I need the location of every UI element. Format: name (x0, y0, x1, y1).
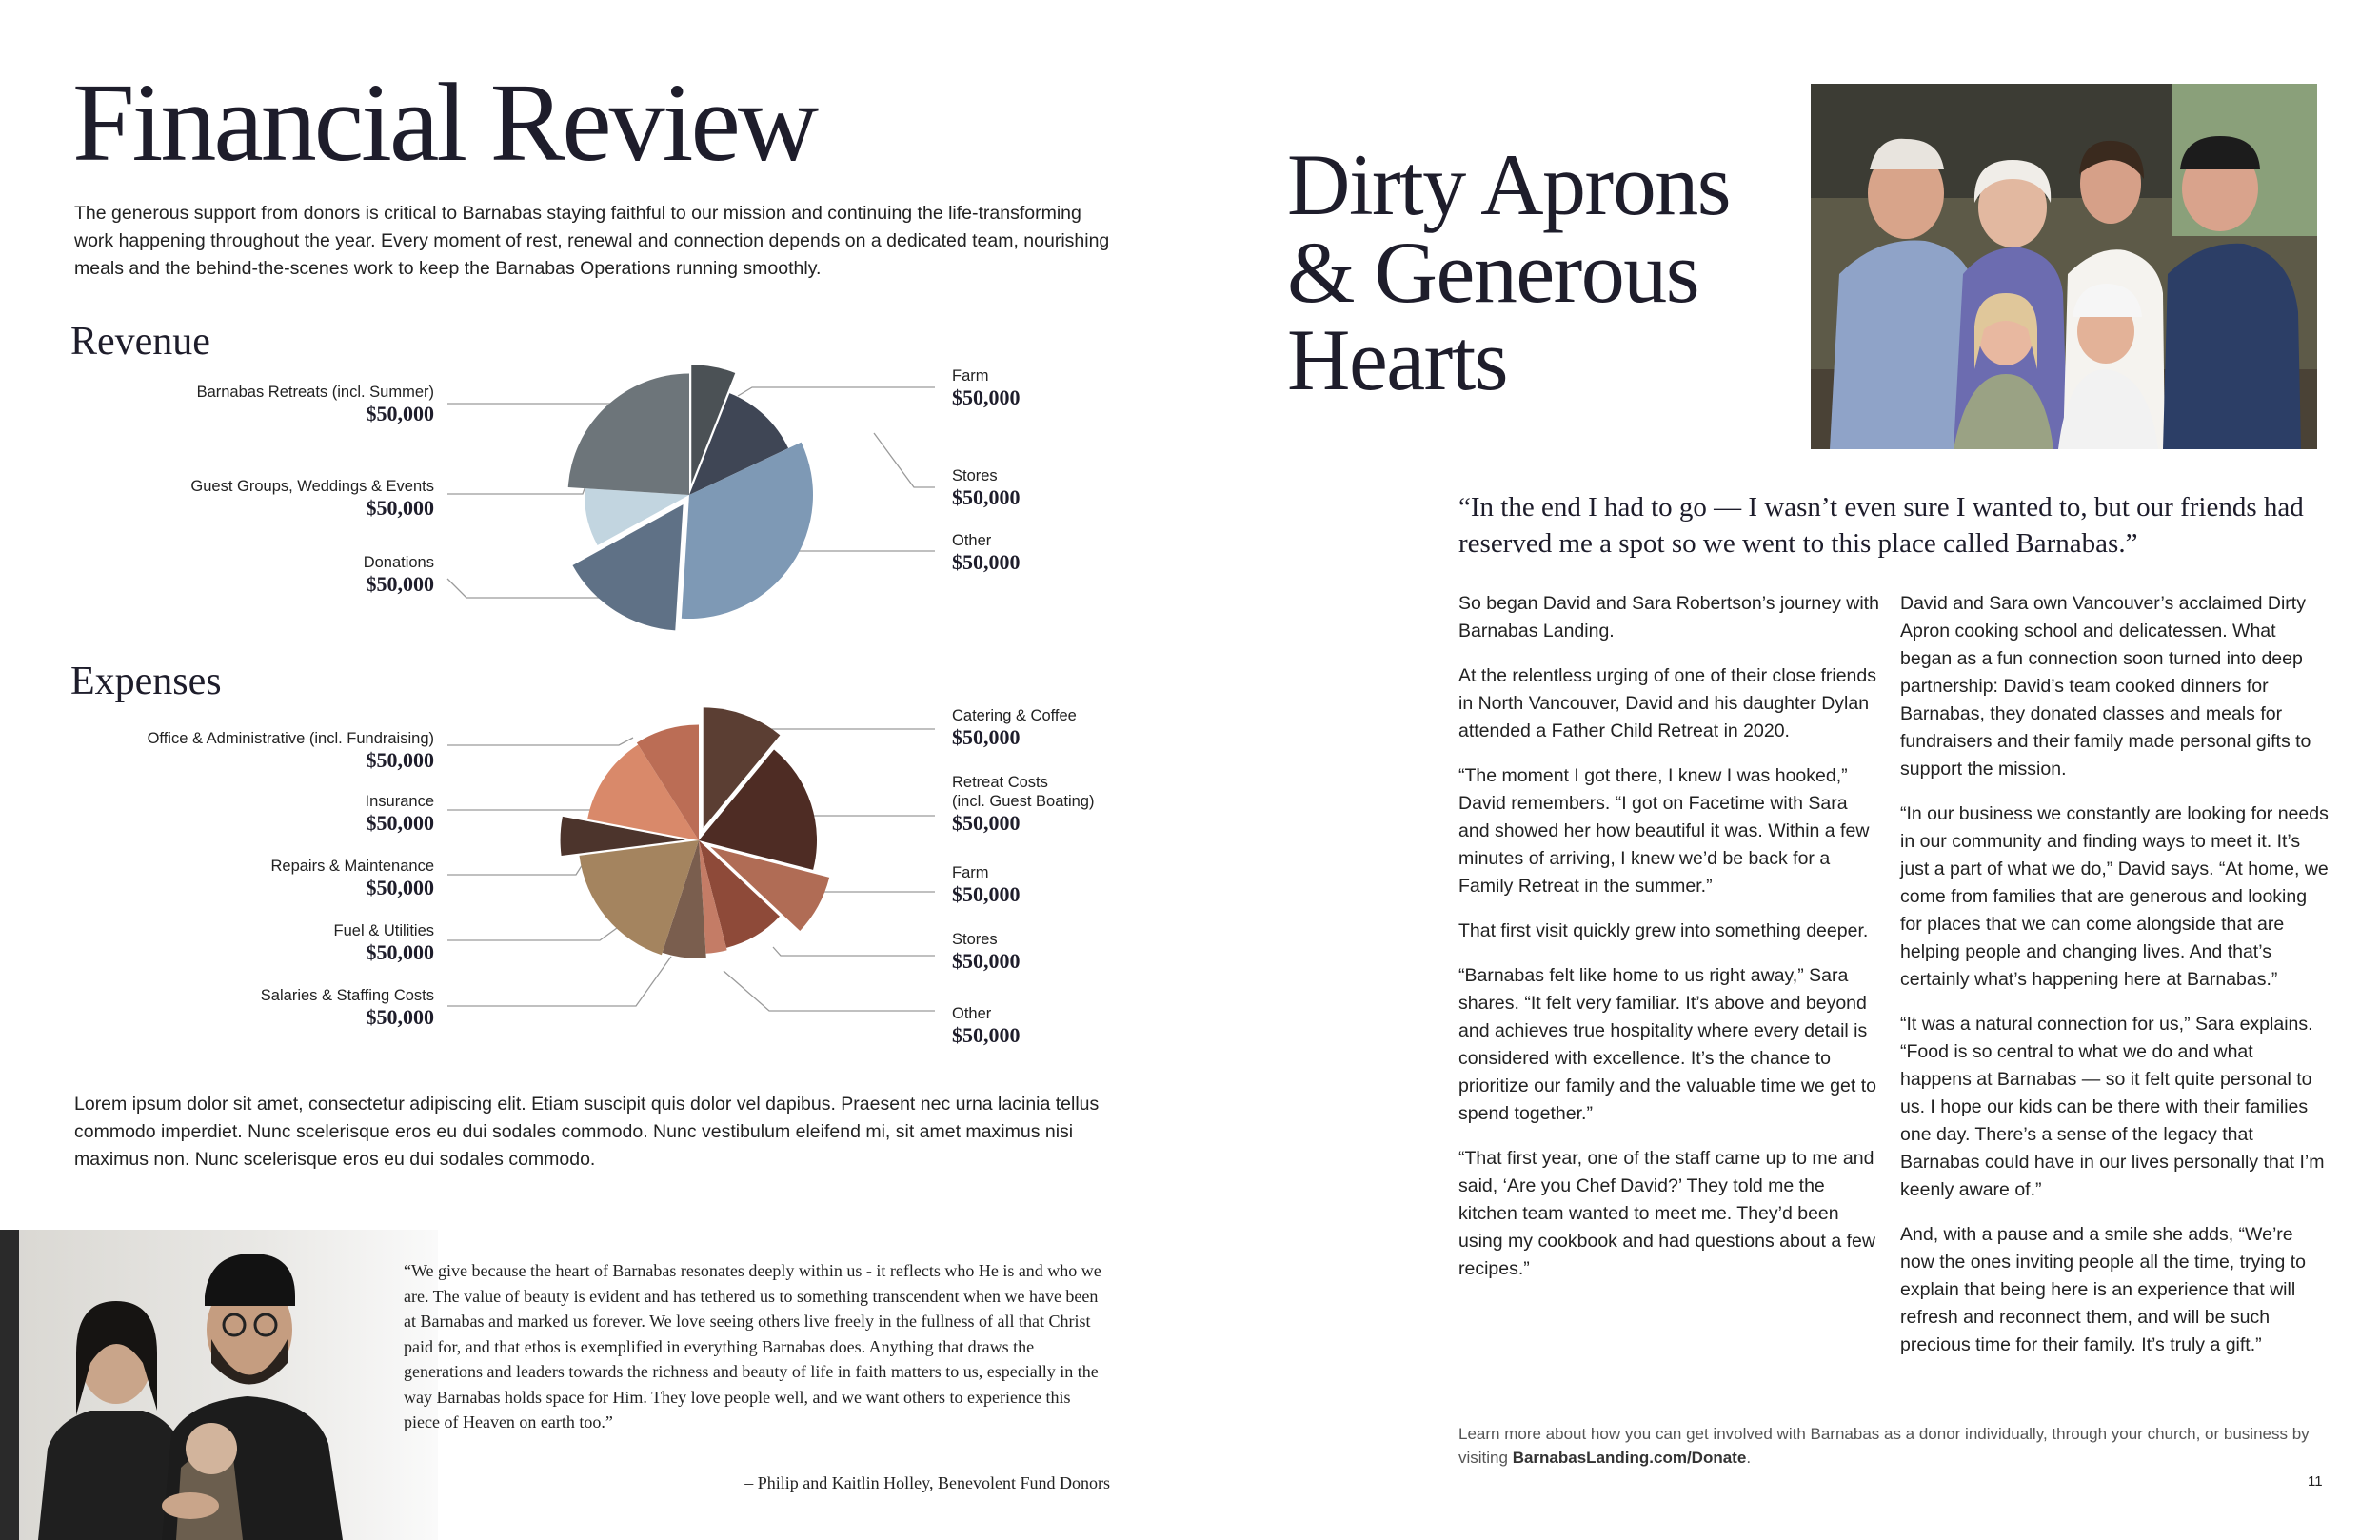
page-number: 11 (2308, 1473, 2323, 1490)
story-title-line: Dirty Aprons (1287, 136, 1730, 233)
expense-label-value: $50,000 (952, 1023, 1021, 1047)
revenue-label-value: $50,000 (952, 550, 1021, 574)
story-title-line: Hearts (1287, 311, 1508, 408)
story-title-line: & Generous (1287, 224, 1699, 321)
expense-label-value: $50,000 (952, 949, 1021, 973)
donor-family-photo (0, 1230, 438, 1540)
expense-label-name: Other (952, 1005, 992, 1022)
expense-label-name: Repairs & Maintenance (270, 858, 434, 875)
revenue-label-value: $50,000 (366, 572, 434, 596)
leader-line (738, 387, 935, 396)
page-title: Financial Review (72, 60, 817, 185)
revenue-heading: Revenue (70, 320, 210, 364)
expense-label-farm (952, 863, 1021, 907)
revenue-label-retreats (197, 383, 434, 426)
expense-label-fuel (334, 921, 434, 965)
revenue-label-name: Barnabas Retreats (incl. Summer) (196, 384, 434, 401)
story-paragraph: “The moment I got there, I knew I was hooked,” David remembers. “I got on Facetime with Sara and showed her how beautiful it was. Within a few minutes of arriving, I knew we’d be back for a Family Retreat in the summer.” (1458, 765, 1870, 897)
expense-label-name-2: (incl. Guest Boating) (952, 793, 1095, 810)
story-paragraph: “That first year, one of the staff came up to me and said, ‘Are you Chef David?’ They told me the kitchen team wanted to meet me. They’d been using my cookbook and had questions about a few recipes.” (1458, 1148, 1875, 1279)
pull-quote: “In the end I had to go — I wasn’t even sure I wanted to, but our friends had reserved me a spot so we went to this place called Barnabas.” (1458, 492, 2304, 559)
revenue-label-name: Donations (363, 554, 434, 571)
story-column-left (1458, 590, 1882, 1300)
robertson-family-photo (1811, 84, 2317, 449)
revenue-label-value: $50,000 (952, 485, 1021, 509)
donate-callout-end: . (1746, 1449, 1752, 1467)
donate-callout (1458, 1422, 2315, 1470)
expense-label-retreat-costs (952, 773, 1094, 836)
expense-label-name: Salaries & Staffing Costs (260, 987, 434, 1004)
leader-line (447, 738, 633, 745)
expense-label-value: $50,000 (366, 811, 434, 835)
expense-label-catering (952, 706, 1077, 750)
expense-label-repairs (270, 857, 434, 900)
donate-link[interactable]: BarnabasLanding.com/Donate (1512, 1449, 1747, 1467)
story-paragraph: That first visit quickly grew into something deeper. (1458, 920, 1869, 941)
expense-label-value: $50,000 (366, 876, 434, 899)
revenue-label-value: $50,000 (366, 496, 434, 520)
story-paragraph: David and Sara own Vancouver’s acclaimed Dirty Apron cooking school and delicatessen. What began as a fun connection soon turned into deep partnership: David’s team cooked dinners for Barnabas, they donated classes and meals for fundraisers and their family made personal gifts to support the mission. (1900, 593, 2311, 780)
revenue-label-donations (364, 553, 434, 597)
expense-label-value: $50,000 (366, 748, 434, 772)
body-paragraph: Lorem ipsum dolor sit amet, consectetur adipiscing elit. Etiam suscipit quis dolor vel dapibus. Praesent nec urna lacinia tellus commodo imperdiet. Nunc scelerisque eros eu dui sodales commodo. Nunc vestibulum eleifend mi, sit amet maximus nisi maximus non. Nunc scelerisque eros eu dui sodales commodo. (74, 1094, 1100, 1170)
leader-line (874, 433, 935, 487)
story-paragraph: So began David and Sara Robertson’s journey with Barnabas Landing. (1458, 593, 1879, 642)
expense-label-stores (952, 930, 1021, 974)
expense-label-name: Farm (952, 864, 989, 881)
expenses-heading: Expenses (70, 660, 222, 703)
expense-label-value: $50,000 (366, 940, 434, 964)
story-title (1287, 136, 1730, 408)
expense-label-office (148, 729, 434, 773)
expense-label-name: Catering & Coffee (952, 707, 1077, 724)
pie-slice-barnabas-retreats-incl-summer (568, 374, 689, 496)
leader-line (773, 947, 935, 956)
revenue-label-stores (952, 466, 1021, 510)
donate-callout-text: Learn more about how you can get involved with Barnabas as a donor individually, through your church, or business by visiting (1458, 1425, 2310, 1467)
story-paragraph: At the relentless urging of one of their close friends in North Vancouver, David and his daughter Dylan attended a Father Child Retreat in 2020. (1458, 665, 1876, 741)
revenue-label-farm (952, 366, 1021, 410)
expense-label-name: Office & Administrative (incl. Fundraising) (147, 730, 434, 747)
leader-line (447, 484, 586, 494)
revenue-label-value: $50,000 (366, 402, 434, 425)
expense-label-salaries (261, 986, 434, 1030)
expense-label-value: $50,000 (952, 725, 1021, 749)
expense-label-name: Fuel & Utilities (333, 922, 434, 939)
expense-label-name: Stores (952, 931, 998, 948)
expense-label-name: Insurance (365, 793, 434, 810)
expense-label-insurance (366, 792, 434, 836)
expense-label-other (952, 1004, 1021, 1048)
expense-label-value: $50,000 (366, 1005, 434, 1029)
story-paragraph: “It was a natural connection for us,” Sara explains. “Food is so central to what we do and what happens at Barnabas — so it felt quite personal to us. I hope our kids can be there with their families one day. There’s a sense of the legacy that Barnabas could have in our lives personally that I’m keenly aware of.” (1900, 1014, 2325, 1200)
story-column-right (1900, 590, 2329, 1376)
story-paragraph: “In our business we constantly are looking for needs in our community and finding ways to meet it. It’s just a part of what we do,” David says. “At home, we come from families that are generous and looking for places that we can come alongside that are helping people and changing lives. And that’s certainly what’s happening here at Barnabas.” (1900, 803, 2329, 990)
revenue-label-other (952, 531, 1021, 575)
expense-label-value: $50,000 (952, 882, 1021, 906)
expense-label-value: $50,000 (952, 811, 1021, 835)
revenue-label-name: Guest Groups, Weddings & Events (190, 478, 434, 495)
revenue-label-name: Farm (952, 367, 989, 385)
leader-line (447, 957, 671, 1006)
revenue-label-guest-groups (190, 477, 434, 521)
revenue-label-name: Other (952, 532, 992, 549)
donor-quote: “We give because the heart of Barnabas resonates deeply within us - it reflects who He is and who we are. The value of beauty is evident and has tethered us to something transcendent when we have been at Barnabas and marked us forever. We love seeing others live freely in the fullness of all that Christ paid for, and that ethos is exemplified in everything Barnabas does. Anything that draws the generations and leaders towards the richness and beauty of life in faith matters to us, especially in the way Barnabas holds space for Him. They love people well, and we want others to experience this piece of Heaven on earth too.” (404, 1261, 1101, 1431)
donor-attribution: – Philip and Kaitlin Holley, Benevolent Fund Donors (744, 1473, 1110, 1492)
revenue-label-value: $50,000 (952, 385, 1021, 409)
leader-line (724, 971, 935, 1011)
expense-label-name: Retreat Costs (952, 774, 1048, 791)
story-paragraph: “Barnabas felt like home to us right away,” Sara shares. “It felt very familiar. It’s above and beyond and achieves true hospitality where every detail is considered with excellence. It’s the chance to prioritize our family and the valuable time we get to spend together.” (1458, 965, 1876, 1124)
leader-line (447, 928, 617, 940)
story-paragraph: And, with a pause and a smile she adds, “We’re now the ones inviting people all the time, trying to explain that being here is an experience that will refresh and reconnect them, and will be such precious time for their family. It’s truly a gift.” (1900, 1224, 2307, 1355)
leader-line (752, 720, 935, 729)
revenue-label-name: Stores (952, 467, 998, 484)
leader-line (447, 864, 583, 875)
intro-paragraph: The generous support from donors is critical to Barnabas staying faithful to our mission and continuing the life-transforming work happening throughout the year. Every moment of rest, renewal and connection depends on a dedicated team, nourishing meals and the behind-the-scenes work to keep the Barnabas Operations running smoothly. (74, 203, 1110, 279)
